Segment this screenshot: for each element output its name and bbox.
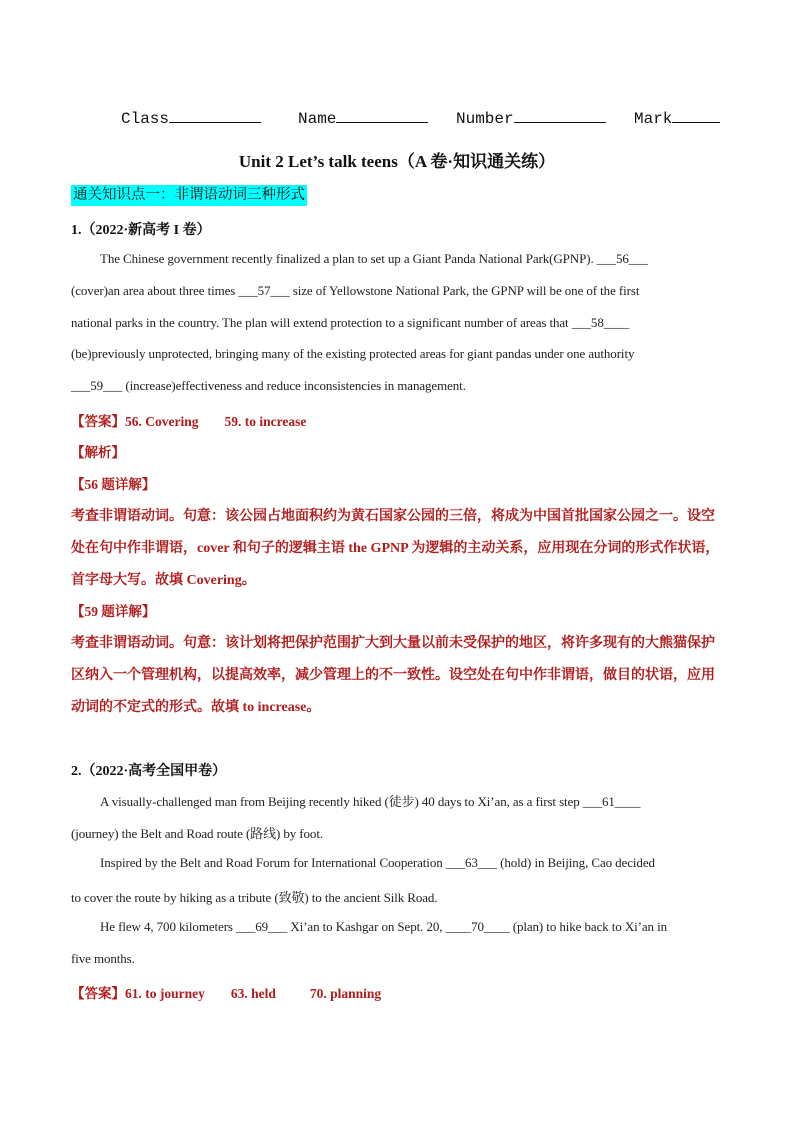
q2-text: (plan) to hike back to Xi’an in <box>509 919 668 934</box>
answer-label: 【答案】 <box>71 414 125 429</box>
q2-text: Inspired by the Belt and Road Forum for International Cooperation <box>100 855 446 870</box>
q1-line-3 <box>71 315 629 331</box>
detail-56-line-1: 考查非谓语动词。句意：该公园占地面积约为黄石国家公园的三倍，将成为中国首批国家公园之一。设空 <box>71 509 715 524</box>
q1-text: The Chinese government recently finalized a plan to set up a Giant Panda National Park(GPNP). <box>100 251 597 266</box>
answer-70: 70. planning <box>309 986 382 1001</box>
number-label: Number <box>456 110 514 128</box>
name-field[interactable] <box>298 106 428 128</box>
q2-line-6: five months. <box>71 951 135 966</box>
blank-59[interactable]: ___59___ <box>71 378 123 393</box>
q2-text: He flew 4, 700 kilometers <box>100 919 237 934</box>
q2-line-2: (journey) the Belt and Road route (路线) by foot. <box>71 826 323 841</box>
q1-line-1 <box>100 251 648 267</box>
page-title: Unit 2 Let’s talk teens（A 卷·知识通关练） <box>238 152 556 171</box>
answer-56: 56. Covering <box>125 414 199 429</box>
blank-56[interactable]: ___56___ <box>596 251 648 266</box>
q2-text: A visually-challenged man from Beijing recently hiked (徒步) 40 days to Xi’an, as a first step <box>100 794 583 809</box>
class-label: Class <box>121 110 170 128</box>
blank-58[interactable]: ___58____ <box>571 315 630 330</box>
answer-label: 【答案】 <box>71 986 125 1001</box>
name-label: Name <box>298 110 337 128</box>
blank-69[interactable]: ___69___ <box>236 919 288 934</box>
answer-61: 61. to journey <box>125 986 205 1001</box>
q1-answer <box>71 410 306 430</box>
question-1-heading: 1.（2022·新高考 I 卷） <box>71 223 211 238</box>
detail-56-line-3: 首字母大写。故填 Covering。 <box>71 573 256 588</box>
answer-59: 59. to increase <box>224 414 307 429</box>
q1-line-5 <box>71 378 466 394</box>
student-info-header <box>0 106 794 128</box>
blank-61[interactable]: ___61____ <box>582 794 641 809</box>
q1-text: (increase)effectiveness and reduce inconsistencies in management. <box>122 378 466 393</box>
q2-answer <box>71 982 381 1002</box>
knowledge-point-heading: 通关知识点一：非谓语动词三种形式 <box>71 185 307 206</box>
detail-59-line-2: 区纳入一个管理机构，以提高效率，减少管理上的不一致性。设空处在句中作非谓语，做目的状语，应用 <box>71 668 715 683</box>
blank-63[interactable]: ___63___ <box>445 855 497 870</box>
class-blank[interactable] <box>169 106 261 123</box>
q1-text: (cover)an area about three times <box>71 283 239 298</box>
blank-70[interactable]: ____70____ <box>445 919 510 934</box>
q2-text: Xi’an to Kashgar on Sept. 20, <box>287 919 446 934</box>
q1-line-4: (be)previously unprotected, bringing many of the existing protected areas for giant pandas under one authority <box>71 346 635 361</box>
analysis-label: 【解析】 <box>71 445 125 460</box>
q2-line-5 <box>100 919 667 935</box>
q2-line-4: to cover the route by hiking as a tribute (致敬) to the ancient Silk Road. <box>71 890 438 905</box>
detail-56-label: 【56 题详解】 <box>71 477 156 492</box>
mark-field[interactable] <box>634 106 720 128</box>
number-blank[interactable] <box>514 106 606 123</box>
name-blank[interactable] <box>336 106 428 123</box>
blank-57[interactable]: ___57___ <box>238 283 290 298</box>
mark-blank[interactable] <box>672 106 720 123</box>
q2-line-1 <box>100 791 640 810</box>
q1-line-2 <box>71 283 639 299</box>
detail-59-line-1: 考查非谓语动词。句意：该计划将把保护范围扩大到大量以前未受保护的地区，将许多现有的大熊猫保护 <box>71 636 715 651</box>
q1-text: size of Yellowstone National Park, the GPNP will be one of the first <box>289 283 640 298</box>
q2-line-3 <box>100 855 655 871</box>
question-2-heading: 2.（2022·高考全国甲卷） <box>71 764 227 779</box>
q1-text: national parks in the country. The plan will extend protection to a significant number of areas that <box>71 315 572 330</box>
class-field[interactable] <box>121 106 261 128</box>
detail-59-label: 【59 题详解】 <box>71 604 156 619</box>
detail-59-line-3: 动词的不定式的形式。故填 to increase。 <box>71 700 321 715</box>
number-field[interactable] <box>456 106 606 128</box>
mark-label: Mark <box>634 110 673 128</box>
q2-text: (hold) in Beijing, Cao decided <box>496 855 655 870</box>
detail-56-line-2: 处在句中作非谓语，cover 和句子的逻辑主语 the GPNP 为逻辑的主动关系，应用现在分词的形式作状语， <box>71 541 720 556</box>
answer-63: 63. held <box>230 986 276 1001</box>
